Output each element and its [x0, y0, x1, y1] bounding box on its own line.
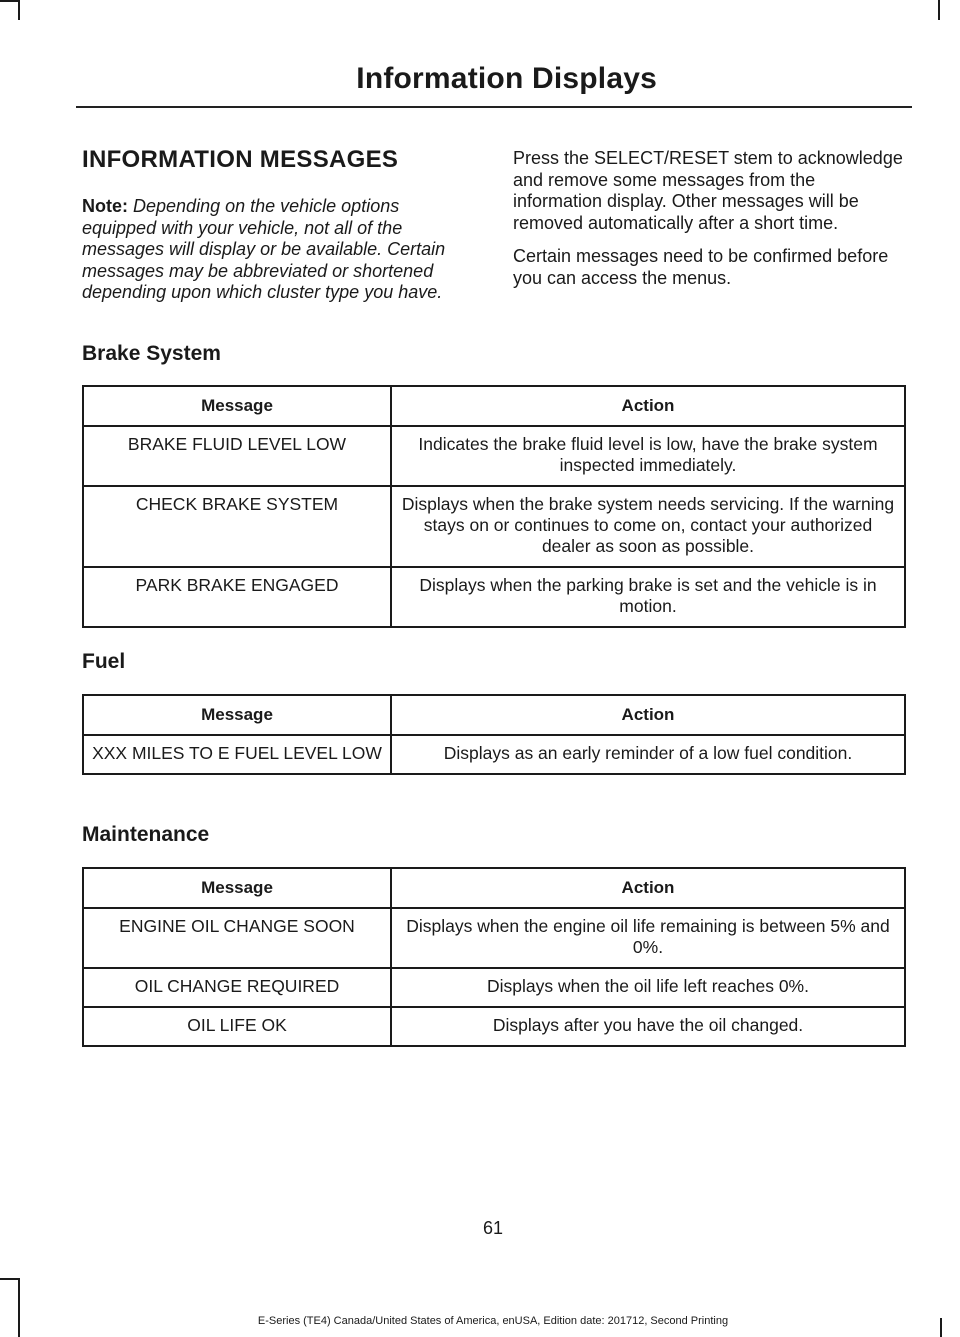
note-label: Note:: [82, 196, 128, 216]
table-row: [83, 567, 905, 627]
header-divider: [76, 106, 912, 108]
table-header-row: [83, 868, 905, 908]
section-heading: INFORMATION MESSAGES: [82, 146, 399, 173]
table-row: [83, 735, 905, 774]
column-header-message: Message: [83, 868, 391, 908]
edition-footer: E-Series (TE4) Canada/United States of America, enUSA, Edition date: 201712, Second Printing: [257, 1315, 729, 1327]
column-header-action: Action: [391, 868, 905, 908]
intro-paragraph: Press the SELECT/RESET stem to acknowledge and remove some messages from the information display. Other messages will be removed automatically after a short time.: [513, 148, 903, 233]
note-paragraph: [82, 196, 462, 304]
action-cell: Displays as an early reminder of a low fuel condition.: [391, 735, 905, 774]
maintenance-section-title: Maintenance: [82, 823, 210, 846]
message-cell: XXX MILES TO E FUEL LEVEL LOW: [83, 735, 391, 774]
action-cell: Indicates the brake fluid level is low, have the brake system inspected immediately.: [391, 426, 905, 486]
fuel-section-title: Fuel: [82, 650, 126, 673]
message-cell: ENGINE OIL CHANGE SOON: [83, 908, 391, 968]
fuel-message-table: [82, 694, 906, 775]
brake-section-title: Brake System: [82, 342, 221, 365]
brake-message-table: [82, 385, 906, 628]
page-header-title: Information Displays: [356, 62, 657, 95]
table-row: [83, 426, 905, 486]
table-header-row: [83, 386, 905, 426]
crop-mark-top-left: [0, 0, 20, 2]
message-cell: OIL CHANGE REQUIRED: [83, 968, 391, 1007]
message-cell: PARK BRAKE ENGAGED: [83, 567, 391, 627]
action-cell: Displays when the brake system needs servicing. If the warning stays on or continues to come on, contact your authorized dealer as soon as possible.: [391, 486, 905, 567]
crop-mark-top-left: [18, 0, 20, 20]
intro-paragraph: Certain messages need to be confirmed before you can access the menus.: [513, 246, 889, 288]
page-number: 61: [482, 1218, 504, 1238]
action-cell: Displays when the engine oil life remaining is between 5% and 0%.: [391, 908, 905, 968]
crop-mark-bottom-left: [18, 1278, 20, 1337]
column-header-action: Action: [391, 386, 905, 426]
column-header-message: Message: [83, 386, 391, 426]
message-cell: OIL LIFE OK: [83, 1007, 391, 1046]
table-row: [83, 1007, 905, 1046]
action-cell: Displays when the parking brake is set and the vehicle is in motion.: [391, 567, 905, 627]
column-header-action: Action: [391, 695, 905, 735]
table-row: [83, 908, 905, 968]
table-header-row: [83, 695, 905, 735]
message-cell: BRAKE FLUID LEVEL LOW: [83, 426, 391, 486]
crop-mark-bottom-left: [0, 1278, 20, 1280]
intro-right-column: [513, 148, 908, 301]
maintenance-message-table: [82, 867, 906, 1047]
message-cell: CHECK BRAKE SYSTEM: [83, 486, 391, 567]
crop-mark-top-right: [938, 0, 940, 20]
action-cell: Displays when the oil life left reaches 0%.: [391, 968, 905, 1007]
intro-left-column: [82, 146, 462, 304]
column-header-message: Message: [83, 695, 391, 735]
table-row: [83, 968, 905, 1007]
action-cell: Displays after you have the oil changed.: [391, 1007, 905, 1046]
note-text: Depending on the vehicle options equipped with your vehicle, not all of the messages will display or be available. Certain messages may be abbreviated or shortened depending upon which cluster type you have.: [82, 196, 446, 302]
table-row: [83, 486, 905, 567]
